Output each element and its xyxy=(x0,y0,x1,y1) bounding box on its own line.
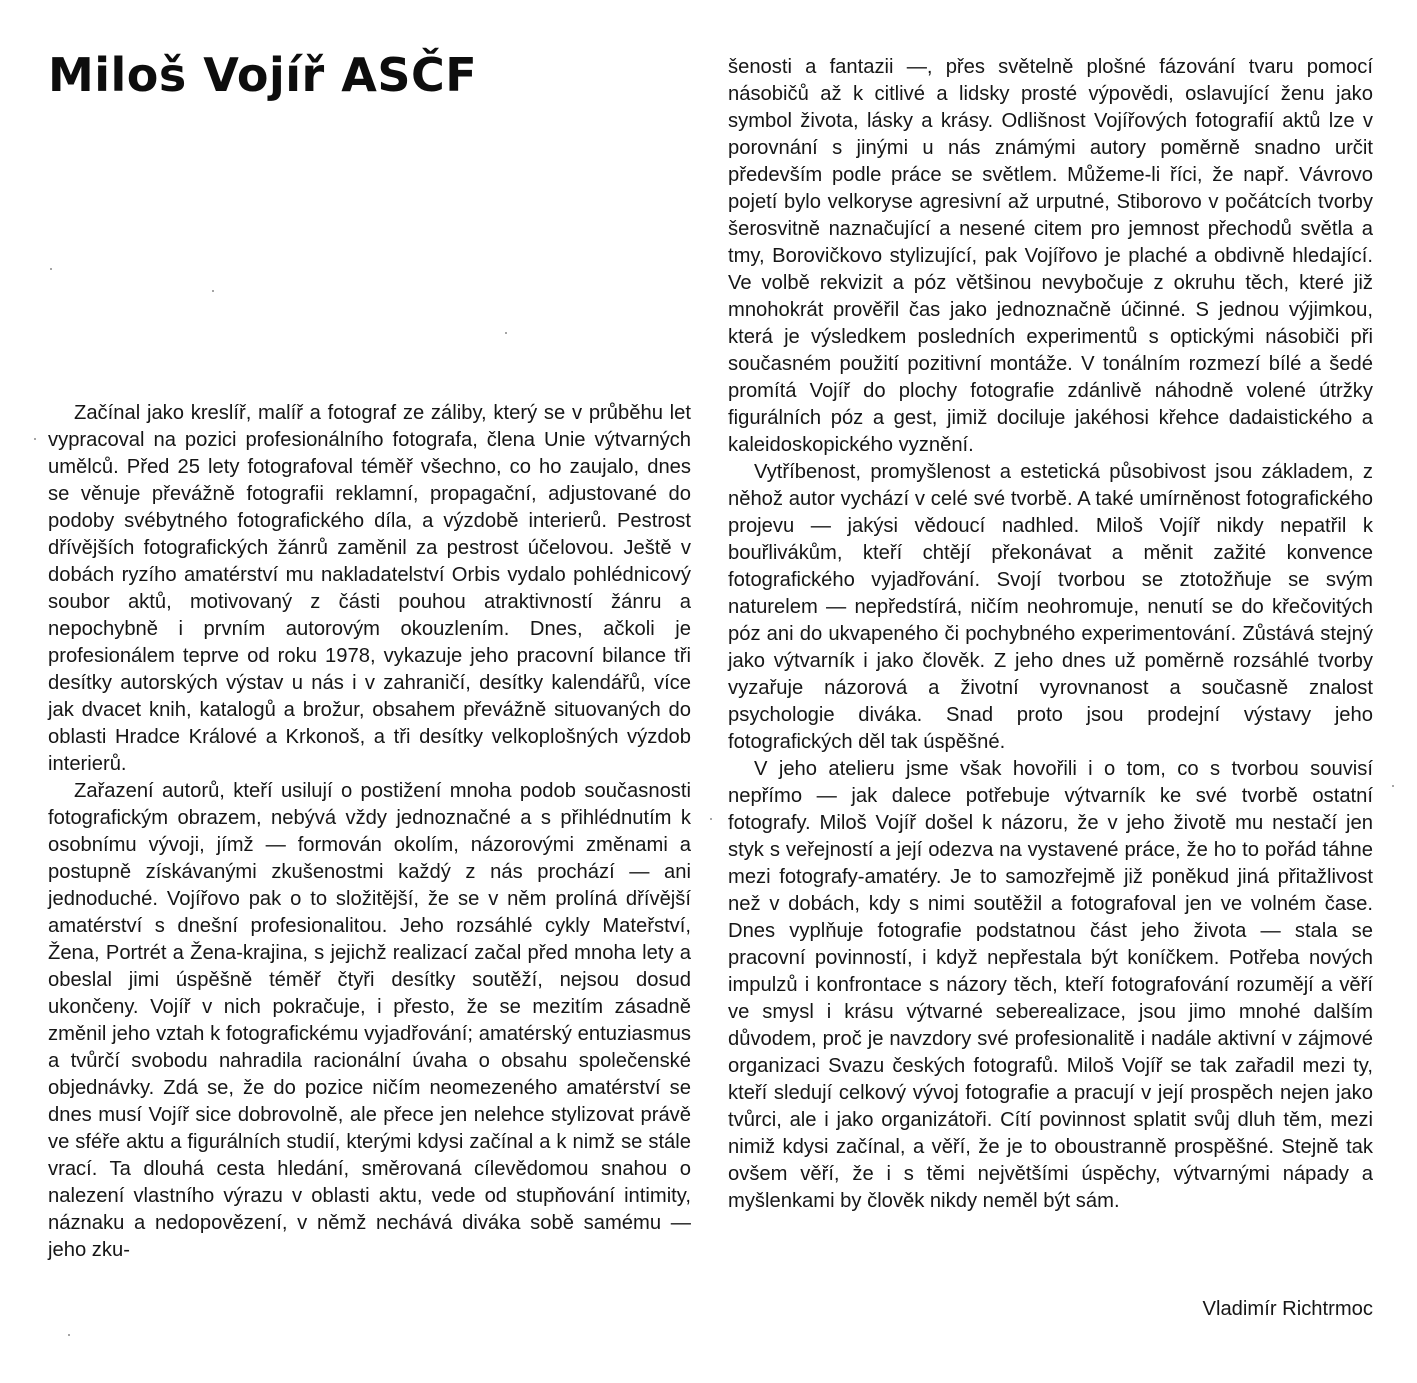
scan-speck xyxy=(212,290,214,292)
page-title: Miloš Vojíř ASČF xyxy=(48,48,478,102)
scan-speck xyxy=(34,438,36,440)
scan-speck xyxy=(50,268,52,270)
scan-speck xyxy=(505,332,507,334)
article-right-column xyxy=(728,54,1373,1215)
article-paragraph: šenosti a fantazii —, přes světelně plošné fázování tvaru pomocí násobičů až k citlivé a lidsky prosté výpovědi, oslavující ženu jako symbol života, lásky a krásy. Odlišnost Vojířových fotografií aktů lze v porovnání s jinými u nás známými autory poměrně snadno určit především podle práce se světlem. Můžeme-li říci, že např. Vávrovo pojetí bylo velkoryse agresivní až urputné, Stiborovo v počátcích tvorby šerosvitně naznačující a nesené citem pro jemnost přechodů světla a tmy, Borovičkovo stylizující, pak Vojířovo je plaché a obdivně hledající. Ve volbě rekvizit a póz většinou nevybočuje z okruhu těch, které již mnohokrát prověřil čas jako jednoznačně účinné. S jednou výjimkou, která je výsledkem posledních experimentů s optickými násobiči při současném použití pozitivní montáže. V tonálním rozmezí bílé a šedé promítá Vojíř do plochy fotografie zdánlivě náhodně volené útržky figurálních póz a gest, jimiž dociluje jakéhosi křehce dadaistického a kaleidoskopického vyznění. xyxy=(728,56,1373,456)
article-paragraph: Začínal jako kreslíř, malíř a fotograf ze záliby, který se v průběhu let vypracoval na pozici profesionálního fotografa, člena Unie výtvarných umělců. Před 25 lety fotografoval téměř všechno, co ho zaujalo, dnes se věnuje převážně fotografii reklamní, propagační, adjustované do podoby svébytného fotografického díla, a výzdobě interierů. Pestrost dřívějších fotografických žánrů zaměnil za pestrost účelovou. Ještě v dobách ryzího amatérství mu nakladatelství Orbis vydalo pohlédnicový soubor aktů, motivovaný z části pouhou atraktivností žánru a nepochybně i prvním autorovým okouzlením. Dnes, ačkoli je profesionálem teprve od roku 1978, vykazuje jeho pracovní bilance tři desítky autorských výstav u nás i v zahraničí, desítky kalendářů, více jak dvacet knih, katalogů a brožur, obsahem převážně situovaných do oblasti Hradce Králové a Krkonoš, a tři desítky velkoplošných výzdob interierů. xyxy=(48,402,691,775)
scan-speck xyxy=(710,818,712,820)
article-paragraph: V jeho atelieru jsme však hovořili i o tom, co s tvorbou souvisí nepřímo — jak dalece potřebuje výtvarník ke své tvorbě ostatní fotografy. Miloš Vojíř došel k názoru, že v jeho životě mu nestačí jen styk s veřejností a její odezva na vystavené práce, že ho to pořád táhne mezi fotografy-amatéry. Je to samozřejmě již poněkud jiná přitažlivost než v dobách, kdy s nimi soutěžil a fotografoval jen ve volném čase. Dnes vyplňuje fotografie podstatnou část jeho života — stala se pracovní povinností, i když nepřestala být koníčkem. Potřeba nových impulzů i konfrontace s názory těch, kteří fotografování rozumějí a věří ve smysl i krásu výtvarné seberealizace, jsou jimo mnohé dalším důvodem, proč je navzdory své profesionalitě i nadále aktivní v zájmové organizaci Svazu českých fotografů. Miloš Vojíř se tak zařadil mezi ty, kteří sledují celkový vývoj fotografie a pracují v její prospěch nejen jako tvůrci, ale i jako organizátoři. Cítí povinnost splatit svůj dluh těm, mezi nimiž kdysi začínal, a věří, že je to oboustranně prospěšné. Stejně tak ovšem věří, že i s těmi největšími úspěchy, výtvarnými nápady a myšlenkami by člověk nikdy neměl být sám. xyxy=(728,758,1373,1212)
scan-speck xyxy=(68,1334,70,1336)
article-paragraph: Vytříbenost, promyšlenost a estetická působivost jsou základem, z něhož autor vychází v celé své tvorbě. A také umírněnost fotografického projevu — jakýsi vědoucí nadhled. Miloš Vojíř nikdy nepatřil k bouřlivákům, kteří chtějí překonávat a měnit zažité konvence fotografického vyjadřování. Svojí tvorbou se ztotožňuje se svým naturelem — nepředstírá, ničím neohromuje, nenutí se do křečovitých póz ani do ukvapeného či pochybného experimentování. Zůstává stejný jako výtvarník i jako člověk. Z jeho dnes už poměrně rozsáhlé tvorby vyzařuje názorová a životní vyrovnanost a současně znalost psychologie diváka. Snad proto jsou prodejní výstavy jeho fotografických děl tak úspěšné. xyxy=(728,461,1373,753)
article-left-column xyxy=(48,400,691,1264)
scan-speck xyxy=(1392,785,1394,787)
author-signature: Vladimír Richtrmoc xyxy=(1202,1298,1373,1320)
article-paragraph: Zařazení autorů, kteří usilují o postižení mnoha podob současnosti fotografickým obrazem, nebývá vždy jednoznačné a s přihlédnutím k osobnímu vývoji, jímž — formován okolím, názorovými změnami a postupně získávanými zkušenostmi každý z nás prochází — ani jednoduché. Vojířovo pak o to složitější, že se v něm prolíná dřívější amatérství s dnešní profesionalitou. Jeho rozsáhlé cykly Mateřství, Žena, Portrét a Žena-krajina, s jejichž realizací začal před mnoha lety a obeslal jimi úspěšně téměř čtyři desítky soutěží, nejsou dosud ukončeny. Vojíř v nich pokračuje, i přesto, že se mezitím zásadně změnil jeho vztah k fotografickému vyjadřování; amatérský entuziasmus a tvůrčí svobodu nahradila racionální úvaha o obsahu společenské objednávky. Zdá se, že do pozice ničím neomezeného amatérství se dnes musí Vojíř sice dobrovolně, ale přece jen nelehce stylizovat právě ve sféře aktu a figurálních studií, kterými kdysi začínal a k nimž se stále vrací. Ta dlouhá cesta hledání, směrovaná cílevědomou snahou o nalezení vlastního výrazu v oblasti aktu, vede od stupňování intimity, náznaku a nedopovězení, v němž nechává diváka sobě samému — jeho zku- xyxy=(48,780,691,1261)
